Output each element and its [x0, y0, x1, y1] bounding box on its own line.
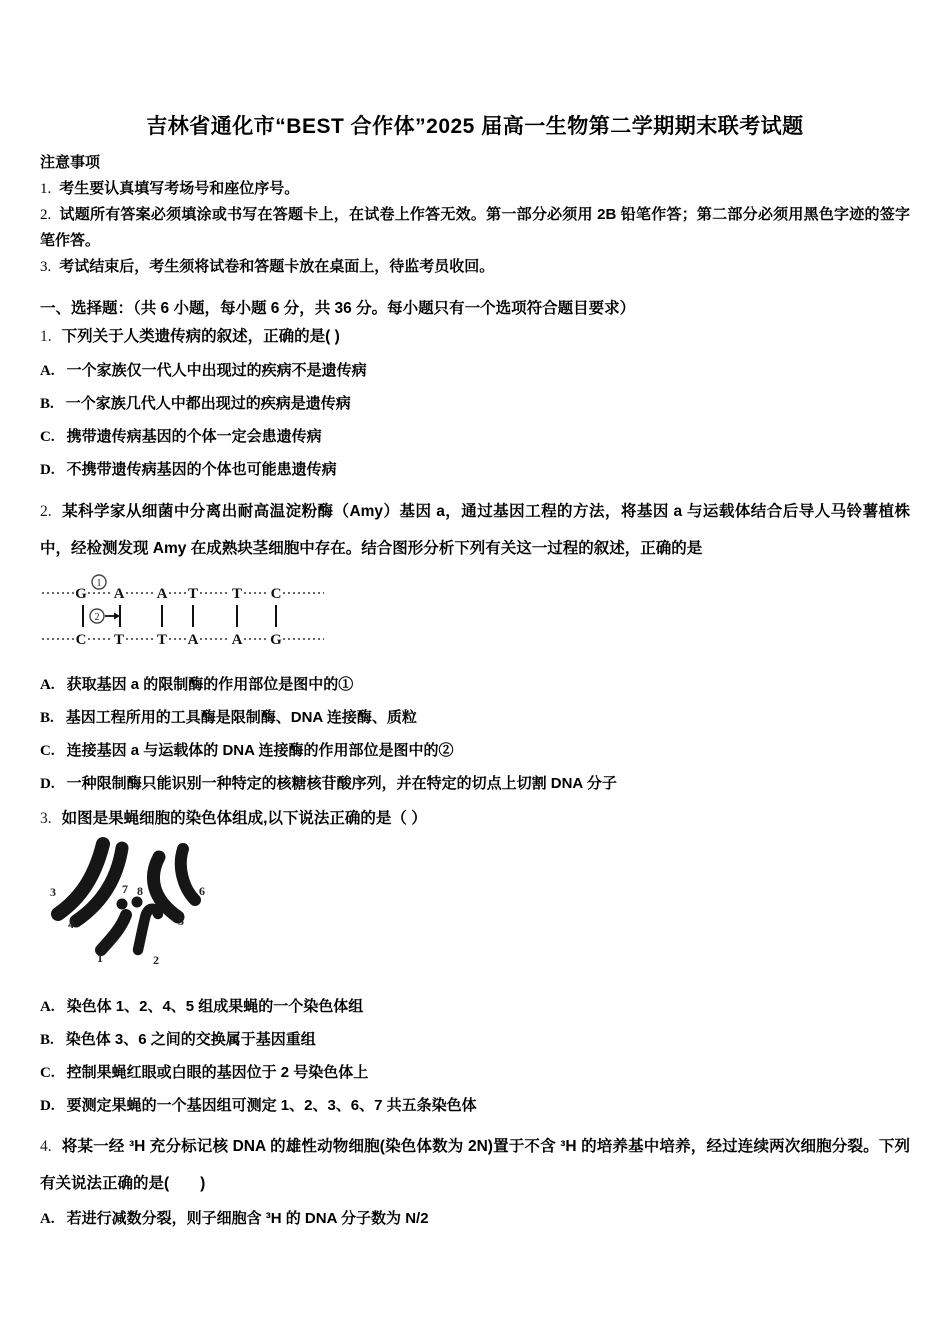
notice-item-number: 1.: [40, 181, 52, 197]
dna-base: G: [270, 632, 282, 648]
section-heading: 一、选择题：（共 6 小题，每小题 6 分，共 36 分。每小题只有一个选项符合题目要求）: [40, 300, 636, 317]
dna-base: A: [156, 586, 168, 602]
question-stem: [40, 324, 910, 350]
chromosome-label: 6: [199, 884, 205, 898]
question-text: 将某一经 ³H 充分标记核 DNA 的雄性动物细胞(染色体数为 2N)置于不含 ³H 的培养基中培养，经过连续两次细胞分裂。下列有关说法正确的是( ): [40, 1138, 910, 1192]
notice-item-text: 考生要认真填写考场号和座位序号。: [59, 180, 300, 197]
option-label: C.: [40, 743, 55, 759]
dna-base: T: [231, 586, 243, 602]
question-text: 下列关于人类遗传病的叙述，正确的是( ): [61, 328, 340, 345]
chromosome-shape-2: [138, 909, 158, 950]
option-row: [40, 426, 910, 448]
option-text: 不携带遗传病基因的个体也可能患遗传病: [66, 461, 337, 478]
option-text: 要测定果蝇的一个基因组可测定 1、2、3、6、7 共五条染色体: [66, 1097, 477, 1114]
notice-item-text: 考试结束后，考生须将试卷和答题卡放在桌面上，待监考员收回。: [59, 258, 495, 275]
option-label: B.: [40, 1032, 54, 1048]
option-text: 染色体 1、2、4、5 组成果蝇的一个染色体组: [66, 998, 364, 1015]
option-row: [40, 1208, 910, 1230]
option-text: 染色体 3、6 之间的交换属于基因重组: [65, 1031, 316, 1048]
chromosome-label: 8: [137, 884, 143, 898]
notice-item-number: 2.: [40, 207, 52, 223]
question-1: [40, 324, 910, 481]
dna-base: C: [270, 586, 282, 602]
circled-1-label: [92, 575, 106, 589]
option-label: B.: [40, 710, 54, 726]
option-row: [40, 1029, 910, 1051]
dna-base: A: [187, 632, 199, 648]
circled-2-label: [90, 609, 120, 623]
dna-base: C: [75, 632, 87, 648]
question-number: 4.: [40, 1138, 52, 1155]
notice-item: [40, 254, 910, 280]
option-text: 控制果蝇红眼或白眼的基因位于 2 号染色体上: [66, 1064, 369, 1081]
chromosome-label: 5: [178, 914, 184, 928]
question-3: [40, 806, 910, 1117]
question-text: 某科学家从细菌中分离出耐高温淀粉酶（Amy）基因 a，通过基因工程的方法，将基因 a 与运载体结合后导人马铃薯植株中，经检测发现 Amy 在成熟块茎细胞中存在。结合图形分析下列有关这一过程的叙述，正确的是: [40, 503, 910, 557]
dna-base: A: [113, 586, 125, 602]
option-row: [40, 996, 910, 1018]
option-text: 携带遗传病基因的个体一定会患遗传病: [66, 428, 322, 445]
option-text: 基因工程所用的工具酶是限制酶、DNA 连接酶、质粒: [65, 709, 417, 726]
option-row: [40, 674, 910, 696]
chromosome-shape-7: [117, 899, 128, 910]
dna-base: T: [187, 586, 199, 602]
svg-text:1: 1: [96, 578, 102, 589]
dna-base: T: [113, 632, 125, 648]
question-text: 如图是果蝇细胞的染色体组成,以下说法正确的是（ ）: [61, 810, 427, 827]
question-number: 3.: [40, 810, 52, 827]
option-row: [40, 707, 910, 729]
option-row: [40, 773, 910, 795]
notice-item-number: 3.: [40, 259, 52, 275]
chromosome-label: 2: [153, 953, 159, 967]
notice-item-text: 试题所有答案必须填涂或书写在答题卡上，在试卷上作答无效。第一部分必须用 2B 铅笔作答；第二部分必须用黑色字迹的签字笔作答。: [40, 206, 910, 249]
option-text: 一个家族几代人中都出现过的疾病是遗传病: [65, 395, 351, 412]
question-2: [40, 493, 910, 795]
option-text: 连接基因 a 与运载体的 DNA 连接酶的作用部位是图中的②: [66, 742, 454, 759]
option-label: D.: [40, 462, 55, 478]
drosophila-chromosome-diagram: [45, 836, 260, 976]
notice-heading: 注意事项: [40, 154, 101, 171]
chromosome-label: 7: [122, 882, 128, 896]
option-label: B.: [40, 396, 54, 412]
option-label: A.: [40, 1211, 55, 1227]
option-text: 若进行减数分裂，则子细胞含 ³H 的 DNA 分子数为 N/2: [66, 1210, 429, 1227]
option-text: 一个家族仅一代人中出现过的疾病不是遗传病: [66, 362, 367, 379]
dna-base: T: [156, 632, 168, 648]
question-stem: [40, 493, 910, 567]
dna-base: G: [75, 586, 87, 602]
question-stem: [40, 1128, 910, 1202]
notice-item: [40, 176, 910, 202]
chromosome-shape-8: [132, 897, 143, 908]
option-row: [40, 1062, 910, 1084]
chromosome-shape-6: [181, 849, 195, 900]
option-label: A.: [40, 677, 55, 693]
option-label: C.: [40, 429, 55, 445]
option-label: D.: [40, 776, 55, 792]
question-4: [40, 1128, 910, 1230]
exam-title: 吉林省通化市“BEST 合作体”2025 届高一生物第二学期期末联考试题: [146, 115, 804, 138]
dna-sticky-end-diagram: [40, 563, 360, 658]
option-row: [40, 393, 910, 415]
chromosome-label: 3: [50, 885, 56, 899]
option-row: [40, 360, 910, 382]
dna-base: A: [231, 632, 243, 648]
option-text: 一种限制酶只能识别一种特定的核糖核苷酸序列，并在特定的切点上切割 DNA 分子: [66, 775, 617, 792]
option-label: A.: [40, 363, 55, 379]
question-number: 1.: [40, 328, 52, 345]
notice-item: [40, 202, 910, 254]
question-stem: [40, 806, 910, 832]
option-label: A.: [40, 999, 55, 1015]
option-label: C.: [40, 1065, 55, 1081]
option-row: [40, 1095, 910, 1117]
svg-text:2: 2: [94, 612, 100, 623]
option-row: [40, 740, 910, 762]
option-label: D.: [40, 1098, 55, 1114]
chromosome-label: 1: [97, 951, 103, 965]
option-row: [40, 459, 910, 481]
chromosome-shape-1: [101, 915, 126, 950]
question-number: 2.: [40, 503, 52, 520]
chromosome-label: 4: [68, 917, 74, 931]
option-text: 获取基因 a 的限制酶的作用部位是图中的①: [66, 676, 354, 693]
